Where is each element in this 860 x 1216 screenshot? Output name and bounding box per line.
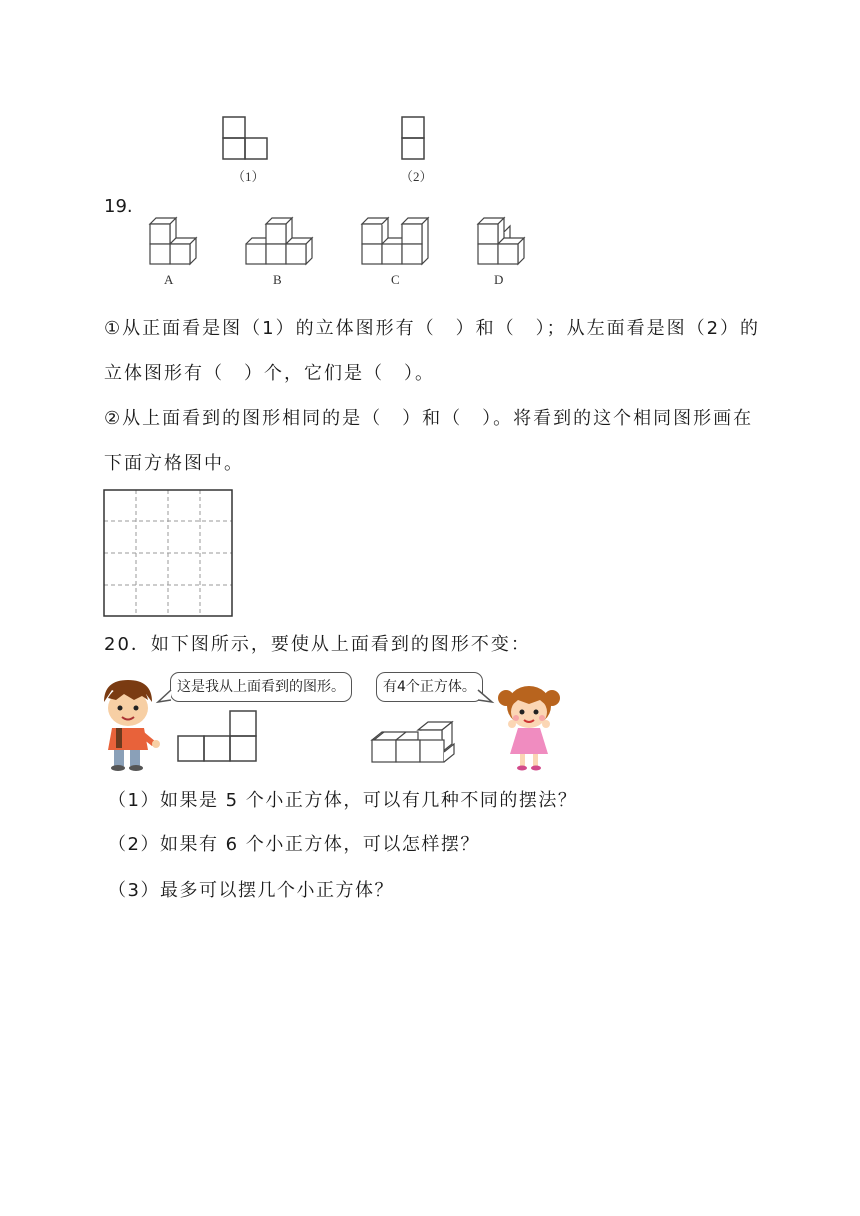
girl-character-illustration	[498, 680, 560, 770]
solid-d	[476, 216, 530, 270]
girl-speech-bubble: 有4个正方体。	[376, 672, 483, 702]
front-view-figure-1	[222, 116, 270, 162]
q20-question-3: （3）最多可以摆几个小正方体？	[108, 880, 394, 901]
cube-arrangement	[370, 722, 458, 766]
figure-1-caption: （1）	[232, 169, 265, 184]
boy-bubble-tail	[156, 688, 176, 708]
solid-c	[360, 216, 434, 270]
solid-a	[148, 216, 202, 270]
boy-character-illustration	[96, 676, 160, 772]
top-view-figure	[177, 710, 259, 764]
drawing-grid[interactable]	[103, 489, 235, 619]
solid-d-label: D	[494, 272, 504, 287]
solid-b-label: B	[273, 272, 282, 287]
girl-bubble-tail	[476, 688, 496, 708]
solid-c-label: C	[391, 272, 400, 287]
q19-part1-line2: 立体图形有（ ）个，它们是（ ）。	[104, 363, 435, 384]
boy-speech-bubble: 这是我从上面看到的图形。	[170, 672, 352, 702]
solid-a-label: A	[164, 272, 174, 287]
solid-b	[244, 216, 318, 270]
left-view-figure-2	[401, 116, 427, 162]
figure-2-caption: （2）	[400, 169, 433, 184]
question-19-number: 19.	[104, 196, 133, 217]
q19-part2-line2: 下面方格图中。	[104, 453, 244, 474]
q19-part1-line1: ①从正面看是图（1）的立体图形有（ ）和（ ）；从左面看是图（2）的	[104, 318, 761, 339]
q19-part2-line1: ②从上面看到的图形相同的是（ ）和（ ）。将看到的这个相同图形画在	[104, 408, 754, 429]
q20-question-2: （2）如果有 6 个小正方体，可以怎样摆？	[108, 834, 480, 855]
q20-question-1: （1）如果是 5 个小正方体，可以有几种不同的摆法？	[108, 790, 578, 811]
question-20-title: 20．如下图所示，要使从上面看到的图形不变：	[104, 634, 531, 655]
